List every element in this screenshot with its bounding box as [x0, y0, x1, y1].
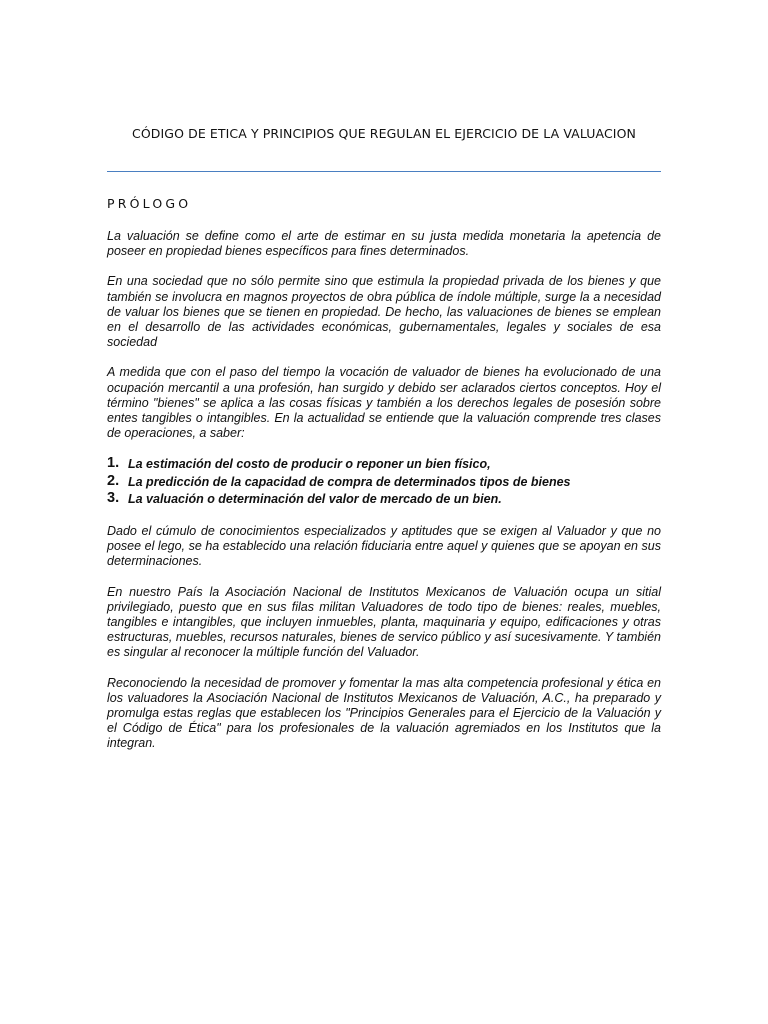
paragraph: La valuación se define como el arte de estimar en su justa medida monetaria la apetencia de poseer en propiedad bienes específicos para fines determinados. [107, 229, 661, 259]
title-divider [107, 171, 661, 172]
paragraph: En nuestro País la Asociación Nacional de Institutos Mexicanos de Valuación ocupa un sitial privilegiado, puesto que en sus filas militan Valuadores de todo tipo de bienes: reales, muebles, tangibles e intangibles, que incluyen inmuebles, planta, maquinaria y equipo, edificaciones y otras estructuras, muebles, recursos naturales, bienes de servico público y así sucesivamente. Y también es singular al reconocer la múltiple función del Valuador. [107, 584, 661, 660]
paragraph: En una sociedad que no sólo permite sino que estimula la propiedad privada de los bienes y que también se involucra en magnos proyectos de obra pública de índole múltiple, surge la a necesidad de valuar los bienes que se tienen en propiedad. De hecho, las valuaciones de bienes se emplean en el desarrollo de las actividades económicas, gubernamentales, legales y sociales de esa sociedad [107, 274, 661, 350]
list-item-number: 3. [107, 490, 120, 507]
list-item-text: La estimación del costo de producir o reponer un bien físico, [128, 457, 491, 472]
section-heading: PRÓLOGO [107, 196, 192, 211]
list-item [107, 456, 661, 474]
list-item-number: 2. [107, 472, 120, 489]
list-item-text: La predicción de la capacidad de compra de determinados tipos de bienes [128, 474, 571, 489]
list-item-text: La valuación o determinación del valor de mercado de un bien. [128, 492, 502, 507]
list-item [107, 474, 661, 492]
list-item-number: 1. [107, 455, 120, 472]
list-item [107, 491, 661, 509]
paragraph: Dado el cúmulo de conocimientos especializados y aptitudes que se exigen al Valuador y que no posee el lego, se ha establecido una relación fiduciaria entre aquel y quienes que se apoyan en sus determinaciones. [107, 523, 661, 569]
paragraph: Reconociendo la necesidad de promover y fomentar la mas alta competencia profesional y ética en los valuadores la Asociación Nacional de Institutos Mexicanos de Valuación, A.C., ha preparado y promulga estas reglas que establecen los "Principios Generales para el Ejercicio de la Valuación y el Código de Ética" para los profesionales de la valuación agremiados en los Institutos que la integran. [107, 675, 661, 751]
document-body [107, 229, 661, 767]
paragraph: A medida que con el paso del tiempo la vocación de valuador de bienes ha evolucionado de una ocupación mercantil a una profesión, han surgido y debido ser aclarados ciertos conceptos. Hoy el término "bienes" se aplica a las cosas físicas y también a los derechos legales de posesión sobre entes tangibles o intangibles. En la actualidad se entiende que la valuación comprende tres clases de operaciones, a saber: [107, 365, 661, 441]
operations-list [107, 456, 661, 509]
document-title: CÓDIGO DE ETICA Y PRINCIPIOS QUE REGULAN EL EJERCICIO DE LA VALUACION [132, 126, 636, 141]
